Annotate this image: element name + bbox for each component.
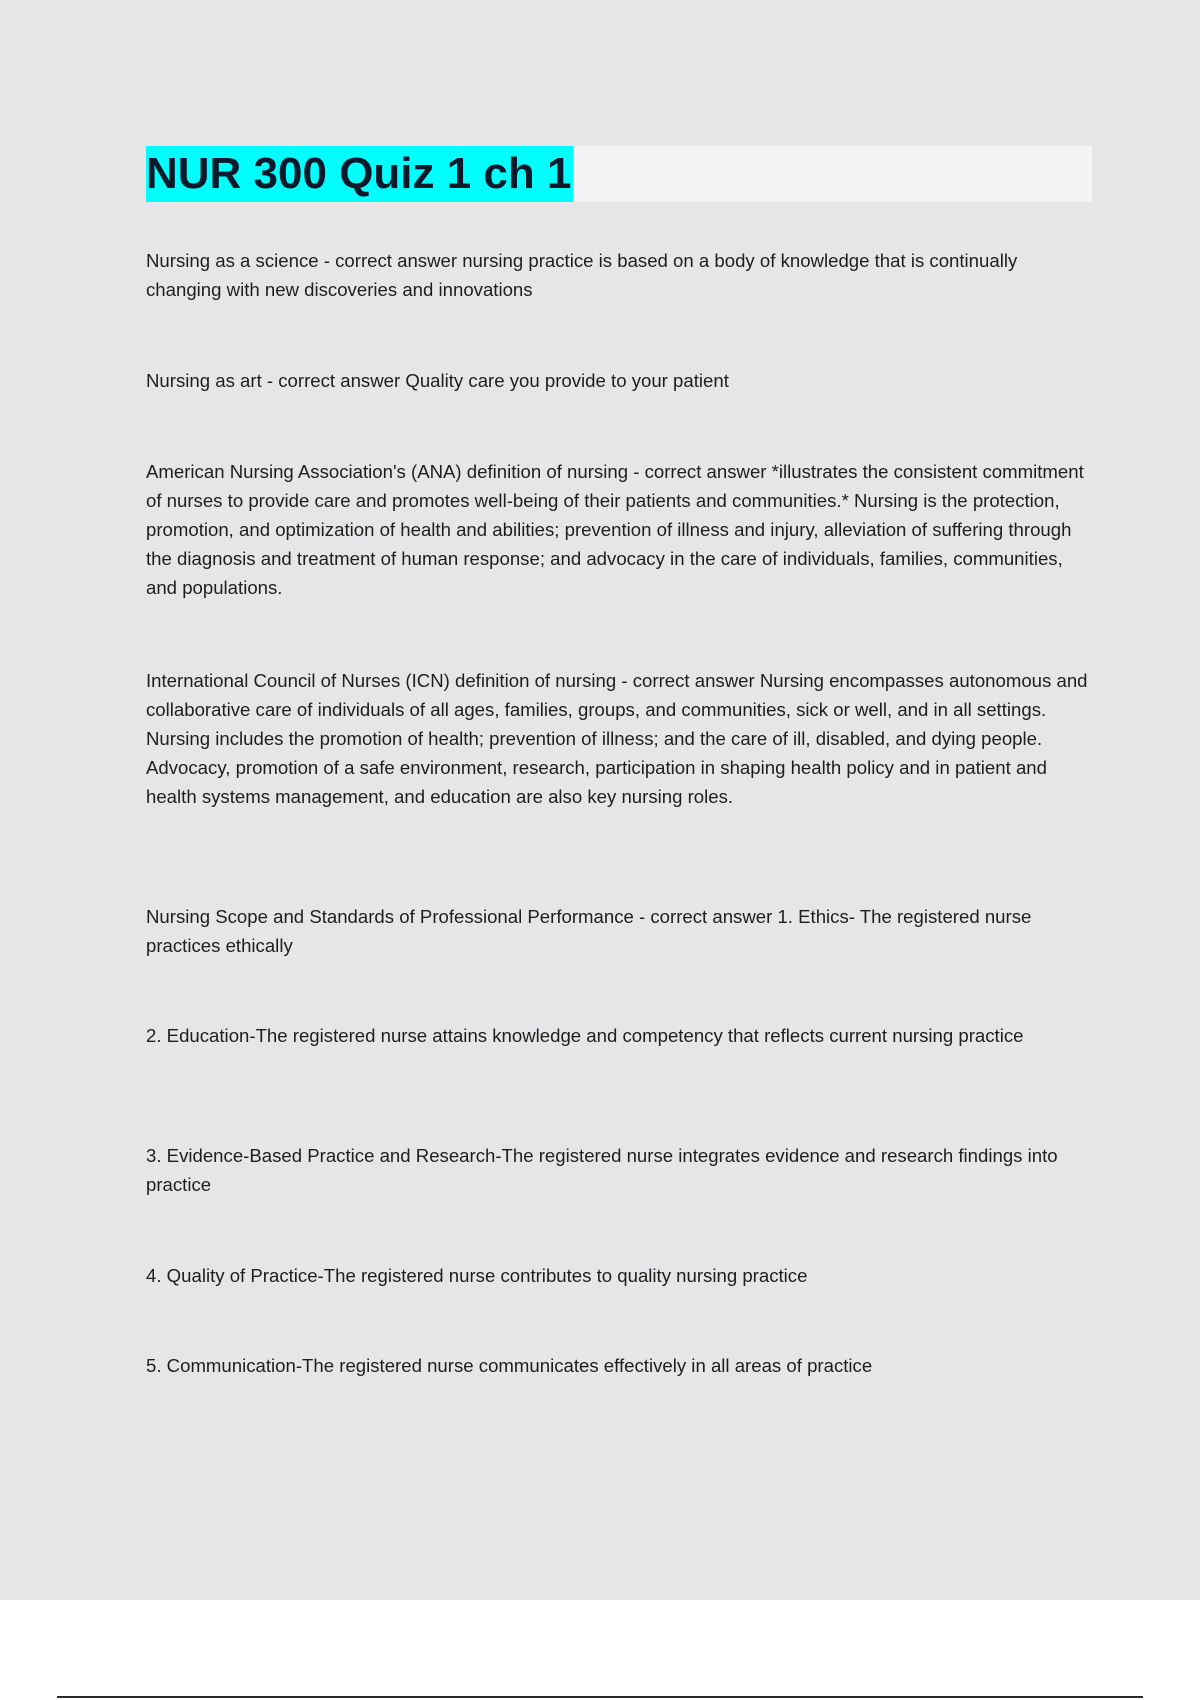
page-title: NUR 300 Quiz 1 ch 1 [146, 146, 573, 202]
entry-education: 2. Education-The registered nurse attains knowledge and competency that reflects current nursing practice [146, 1025, 1024, 1046]
entry-communication: 5. Communication-The registered nurse communicates effectively in all areas of practice [146, 1355, 873, 1376]
entry-nursing-as-art: Nursing as art - correct answer Quality care you provide to your patient [146, 370, 729, 391]
footer-divider [57, 1696, 1143, 1698]
entry-evidence-based-practice: 3. Evidence-Based Practice and Research-The registered nurse integrates evidence and research findings into practice [146, 1145, 1058, 1195]
entry-scope-standards: Nursing Scope and Standards of Professional Performance - correct answer 1. Ethics- The registered nurse practices ethically [146, 906, 1032, 956]
entry-quality-of-practice: 4. Quality of Practice-The registered nurse contributes to quality nursing practice [146, 1265, 808, 1286]
entry-nursing-as-science: Nursing as a science - correct answer nursing practice is based on a body of knowledge that is continually changing with new discoveries and innovations [146, 250, 1018, 300]
entry-icn-definition: International Council of Nurses (ICN) definition of nursing - correct answer Nursing encompasses autonomous and collaborative care of individuals of all ages, families, groups, and communities, sick or well, and in all settings. Nursing includes the promotion of health; prevention of illness; and the care of ill, disabled, and dying people. Advocacy, promotion of a safe environment, research, participation in shaping health policy and in patient and health systems management, and education are also key nursing roles. [146, 670, 1088, 807]
entry-ana-definition: American Nursing Association's (ANA) definition of nursing - correct answer *illustrates the consistent commitment of nurses to provide care and promotes well-being of their patients and communities.* Nursing is the protection, promotion, and optimization of health and abilities; prevention of illness and injury, alleviation of suffering through the diagnosis and treatment of human response; and advocacy in the care of individuals, families, communities, and populations. [146, 461, 1084, 598]
